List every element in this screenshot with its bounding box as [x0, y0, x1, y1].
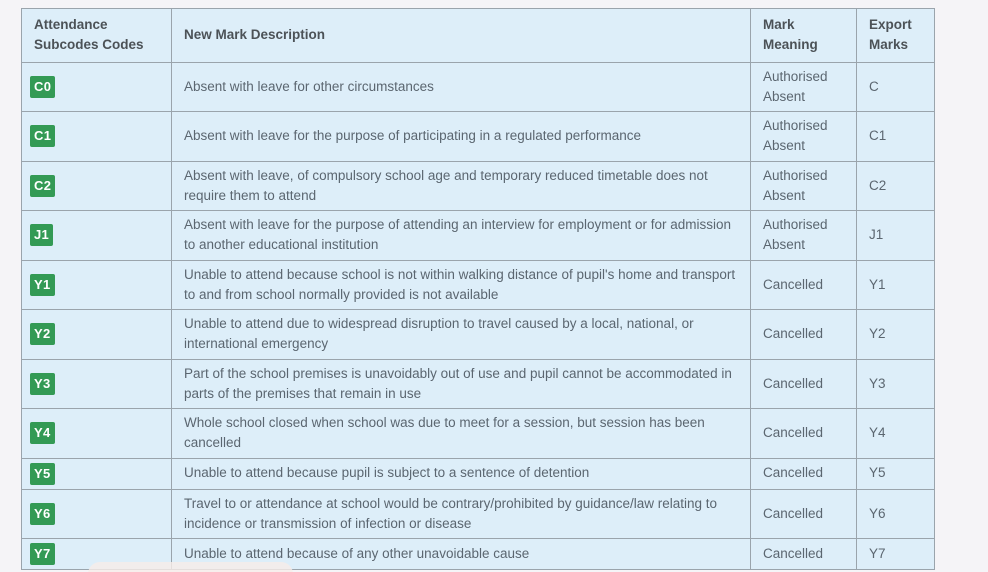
code-badge: C2	[30, 175, 55, 197]
code-badge: Y1	[30, 274, 55, 296]
code-cell	[22, 359, 172, 409]
description-cell: Absent with leave for other circumstances	[172, 62, 751, 112]
attendance-subcodes-table	[21, 8, 934, 570]
description-cell: Unable to attend because school is not within walking distance of pupil's home and transport to and from school normally provided is not available	[172, 260, 751, 310]
table-header-row	[22, 9, 935, 63]
code-cell	[22, 458, 172, 489]
export-mark-cell: Y2	[857, 310, 935, 360]
mark-meaning-cell: Cancelled	[751, 310, 857, 360]
description-cell: Unable to attend because pupil is subject to a sentence of detention	[172, 458, 751, 489]
mark-meaning-cell: Cancelled	[751, 489, 857, 539]
code-cell	[22, 161, 172, 211]
export-mark-cell: Y5	[857, 458, 935, 489]
export-mark-cell: J1	[857, 211, 935, 261]
codes-table	[21, 8, 935, 570]
mark-meaning-cell: Cancelled	[751, 409, 857, 459]
export-mark-cell: Y7	[857, 539, 935, 570]
mark-meaning-cell: Authorised Absent	[751, 161, 857, 211]
code-cell	[22, 260, 172, 310]
code-cell	[22, 211, 172, 261]
description-cell: Travel to or attendance at school would be contrary/prohibited by guidance/law relating to incidence or transmission of infection or disease	[172, 489, 751, 539]
export-mark-cell: Y3	[857, 359, 935, 409]
mark-meaning-cell: Cancelled	[751, 260, 857, 310]
table-row	[22, 409, 935, 459]
code-badge: Y3	[30, 373, 55, 395]
table-row	[22, 62, 935, 112]
table-row	[22, 161, 935, 211]
mark-meaning-cell: Cancelled	[751, 359, 857, 409]
header-new-mark-description: New Mark Description	[172, 9, 751, 63]
code-cell	[22, 310, 172, 360]
description-cell: Whole school closed when school was due to meet for a session, but session has been cancelled	[172, 409, 751, 459]
code-badge: Y7	[30, 543, 55, 565]
code-badge: Y5	[30, 463, 55, 485]
table-row	[22, 489, 935, 539]
header-mark-meaning: Mark Meaning	[751, 9, 857, 63]
description-cell: Part of the school premises is unavoidably out of use and pupil cannot be accommodated in parts of the premises that remain in use	[172, 359, 751, 409]
description-cell: Unable to attend because of any other unavoidable cause	[172, 539, 751, 570]
description-cell: Absent with leave for the purpose of attending an interview for employment or for admission to another educational institution	[172, 211, 751, 261]
mark-meaning-cell: Authorised Absent	[751, 62, 857, 112]
description-cell: Absent with leave for the purpose of participating in a regulated performance	[172, 112, 751, 162]
code-cell	[22, 409, 172, 459]
code-badge: Y6	[30, 503, 55, 525]
header-export-marks: Export Marks	[857, 9, 935, 63]
decorative-shape	[88, 562, 293, 572]
export-mark-cell: Y6	[857, 489, 935, 539]
export-mark-cell: Y4	[857, 409, 935, 459]
mark-meaning-cell: Cancelled	[751, 539, 857, 570]
export-mark-cell: C2	[857, 161, 935, 211]
code-cell	[22, 489, 172, 539]
code-cell	[22, 62, 172, 112]
table-row	[22, 310, 935, 360]
code-badge: C1	[30, 125, 55, 147]
code-cell	[22, 112, 172, 162]
table-row	[22, 359, 935, 409]
description-cell: Absent with leave, of compulsory school age and temporary reduced timetable does not require them to attend	[172, 161, 751, 211]
export-mark-cell: C	[857, 62, 935, 112]
table-row	[22, 458, 935, 489]
table-row	[22, 112, 935, 162]
mark-meaning-cell: Cancelled	[751, 458, 857, 489]
code-badge: C0	[30, 76, 55, 98]
mark-meaning-cell: Authorised Absent	[751, 211, 857, 261]
table-row	[22, 260, 935, 310]
export-mark-cell: Y1	[857, 260, 935, 310]
mark-meaning-cell: Authorised Absent	[751, 112, 857, 162]
export-mark-cell: C1	[857, 112, 935, 162]
table-row	[22, 211, 935, 261]
code-badge: J1	[30, 224, 53, 246]
header-attendance-subcodes: Attendance Subcodes Codes	[22, 9, 172, 63]
code-badge: Y2	[30, 323, 55, 345]
description-cell: Unable to attend due to widespread disruption to travel caused by a local, national, or international emergency	[172, 310, 751, 360]
table-body	[22, 62, 935, 570]
code-badge: Y4	[30, 422, 55, 444]
